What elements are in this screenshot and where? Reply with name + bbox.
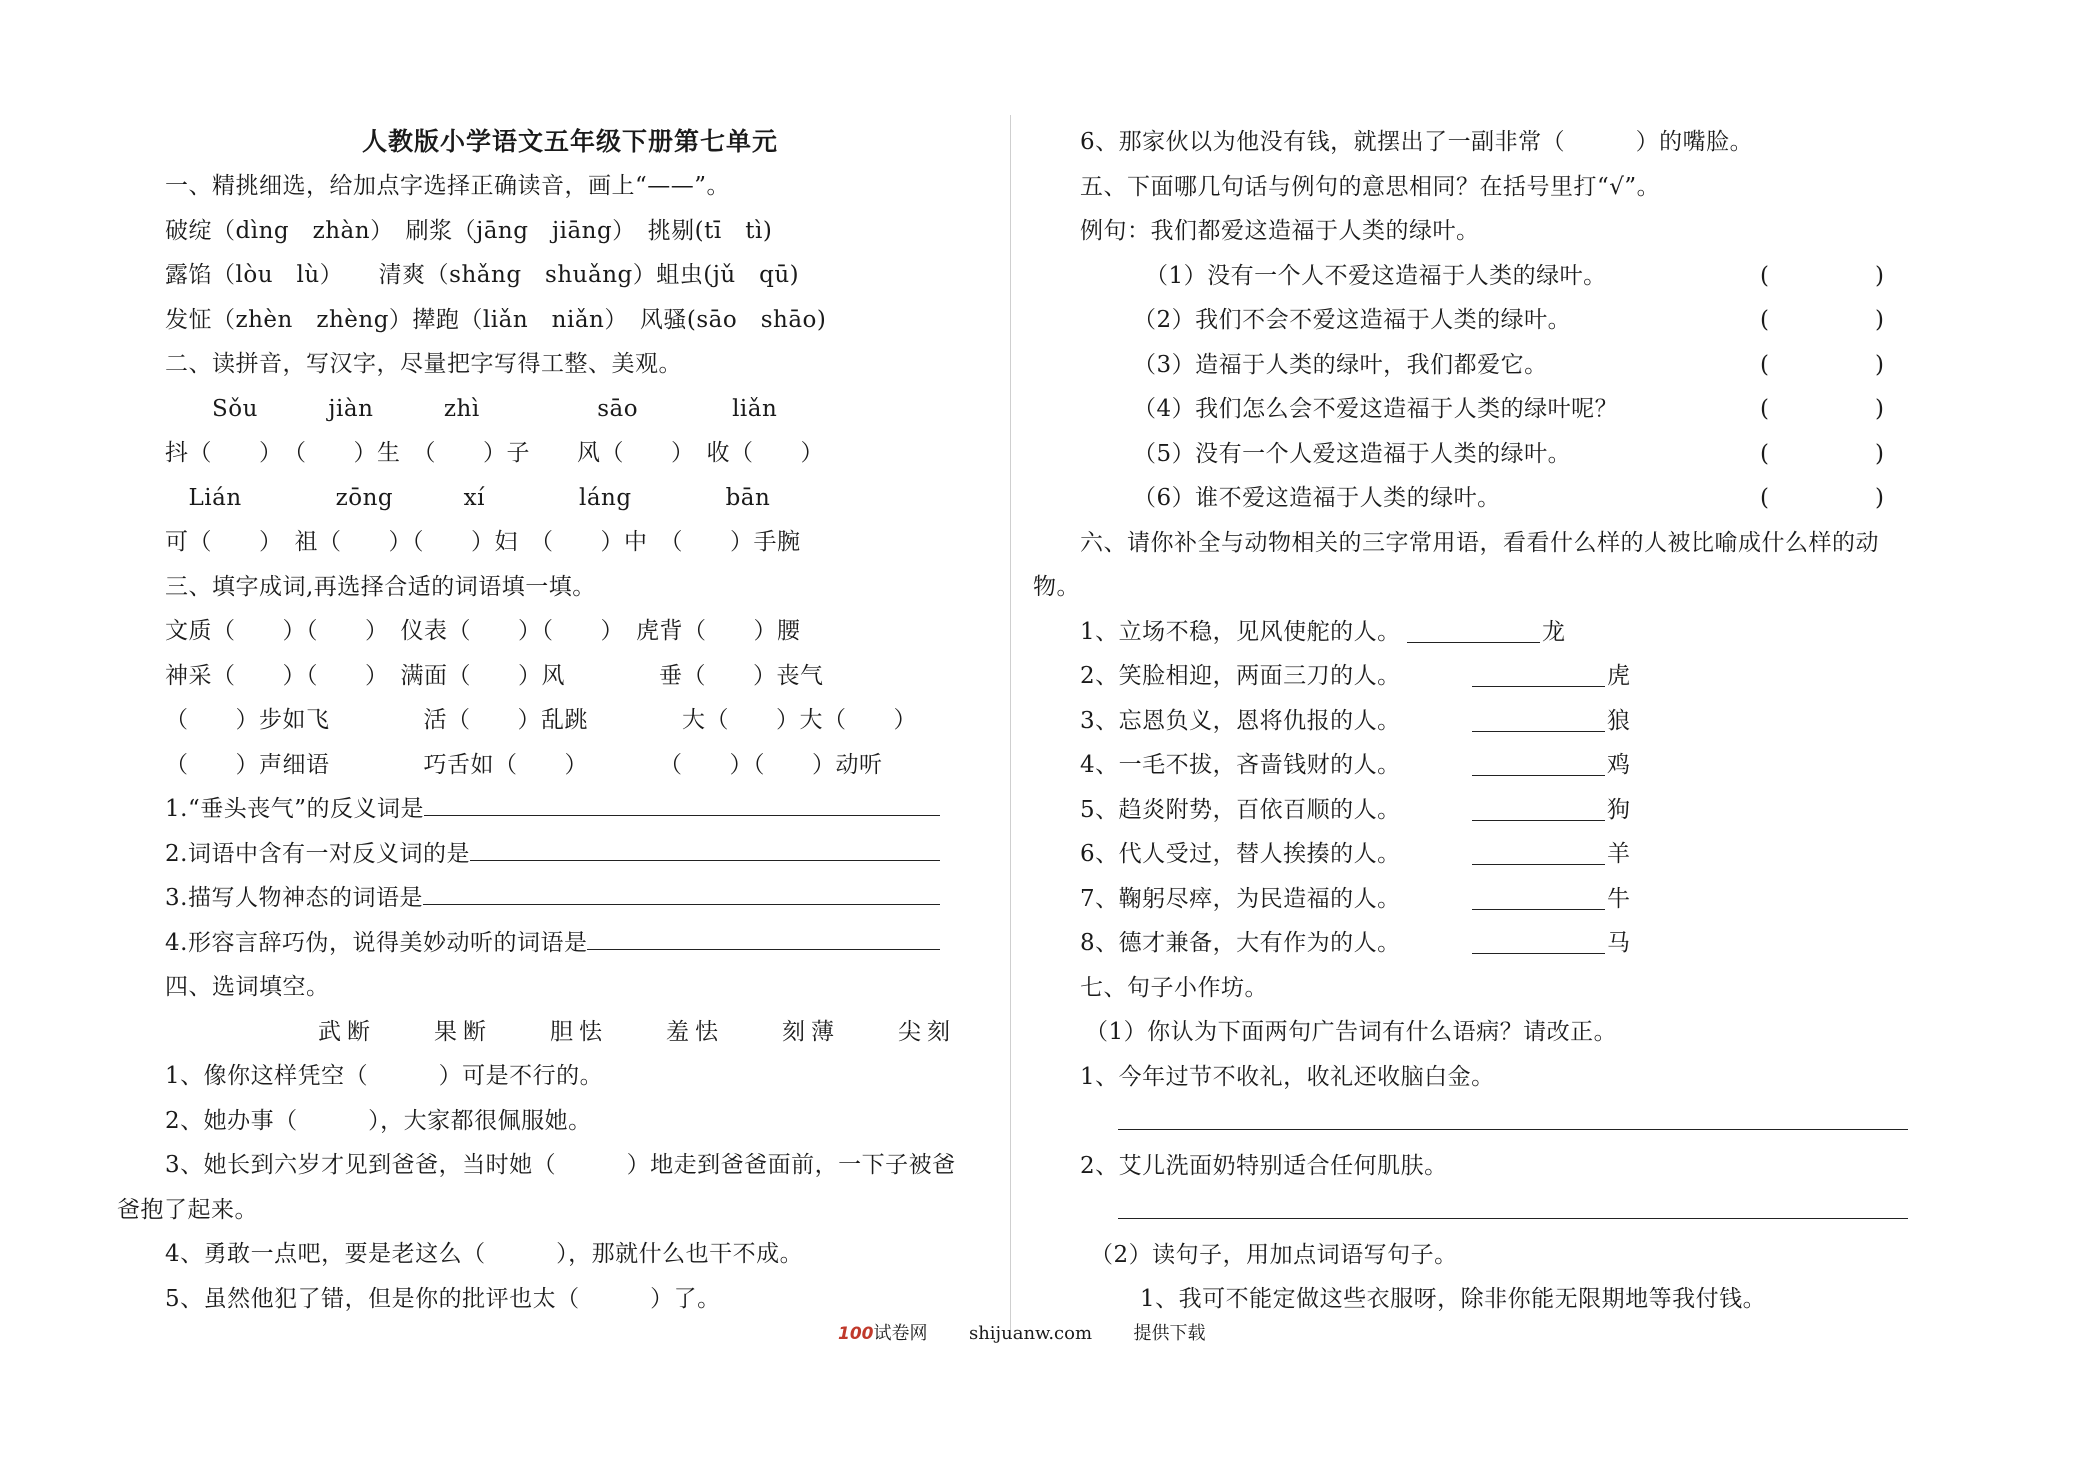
animal-label: 狗 xyxy=(1607,796,1631,823)
select-fill-item-4: 爸抱了起来。 xyxy=(117,1196,258,1223)
answer-blank[interactable] xyxy=(1472,909,1605,910)
answer-blank[interactable] xyxy=(470,840,940,861)
select-fill-item-2: 2、她办事（ ），大家都很佩服她。 xyxy=(165,1107,592,1134)
answer-blank[interactable] xyxy=(1407,642,1540,643)
left-line-9: 可（ ） 祖（ ）（ ）妇 （ ）中 （ ）手腕 xyxy=(165,529,801,555)
animal-label: 鸡 xyxy=(1607,752,1631,778)
check-paren[interactable]: ( ) xyxy=(1760,262,1904,289)
section-7-sub1: （1）你认为下面两句广告词有什么语病？请改正。 xyxy=(1085,1019,1618,1045)
left-line-2: 破绽（dìng zhàn） 刷浆（jāng jiāng） 挑剔(tī tì) xyxy=(165,217,773,244)
left-line-13: （ ）步如飞 活（ ）乱跳 大（ ）大（ ） xyxy=(165,707,917,733)
right-line-1: 6、那家伙以为他没有钱，就摆出了一副非常（ ）的嘴脸。 xyxy=(1080,129,1754,155)
left-line-5: 二、读拼音，写汉字，尽量把字写得工整、美观。 xyxy=(165,351,682,377)
word-bank: 武断 果断 胆怯 羞怯 刻薄 尖刻 xyxy=(260,1018,956,1045)
section-7-heading: 七、句子小作坊。 xyxy=(1080,974,1268,1001)
section-6-heading: 六、请你补全与动物相关的三字常用语，看看什么样的人被比喻成什么样的动 xyxy=(1080,529,1879,556)
answer-blank[interactable] xyxy=(1472,686,1605,687)
animal-item-6: 6、代人受过，替人挨揍的人。 xyxy=(1080,841,1401,867)
check-paren[interactable]: ( ) xyxy=(1760,351,1904,378)
select-fill-item-1: 1、像你这样凭空（ ）可是不行的。 xyxy=(165,1063,604,1089)
right-line-3: 例句：我们都爱这造福于人类的绿叶。 xyxy=(1080,218,1480,244)
check-paren[interactable]: ( ) xyxy=(1760,307,1904,333)
animal-item-7: 7、鞠躬尽瘁，为民造福的人。 xyxy=(1080,885,1401,912)
animal-item-4: 4、一毛不拔，吝啬钱财的人。 xyxy=(1080,752,1401,778)
column-divider xyxy=(1010,115,1011,1330)
section-7-sub2: （2）读句子，用加点词语写句子。 xyxy=(1090,1241,1458,1268)
animal-item-2: 2、笑脸相迎，两面三刀的人。 xyxy=(1080,663,1401,689)
footer-tagline: 提供下载 xyxy=(1133,1323,1206,1344)
left-line-10: 三、填字成词,再选择合适的词语填一填。 xyxy=(165,573,596,600)
left-line-3: 露馅（lòu lù） 清爽（shǎng shuǎng）蛆虫(jǔ qū) xyxy=(165,262,800,288)
answer-blank[interactable] xyxy=(423,884,940,905)
answer-blank[interactable] xyxy=(1472,731,1605,732)
answer-line[interactable] xyxy=(1118,1218,1908,1219)
answer-blank[interactable] xyxy=(1472,953,1605,954)
judge-item-2: （2）我们不会不爱这造福于人类的绿叶。 xyxy=(1133,307,1572,333)
select-fill-item-5: 4、勇敢一点吧，要是老这么（ ），那就什么也干不成。 xyxy=(165,1241,804,1267)
animal-label: 牛 xyxy=(1607,885,1631,912)
select-fill-item-3: 3、她长到六岁才见到爸爸，当时她（ ）地走到爸爸面前，一下子被爸 xyxy=(165,1152,956,1178)
fill-question-text: 1.“垂头丧气”的反义词是 xyxy=(165,796,424,822)
ad-sentence-1: 1、今年过节不收礼，收礼还收脑白金。 xyxy=(1080,1063,1495,1090)
write-sentence-1: 1、我可不能定做这些衣服呀，除非你能无限期地等我付钱。 xyxy=(1140,1286,1767,1312)
fill-question-3 xyxy=(165,884,940,912)
judge-item-1: （1）没有一个人不爱这造福于人类的绿叶。 xyxy=(1145,262,1607,289)
animal-label: 虎 xyxy=(1607,663,1631,689)
answer-blank[interactable] xyxy=(1472,775,1605,776)
left-line-14: （ ）声细语 巧舌如（ ） （ ）（ ）动听 xyxy=(165,751,883,778)
answer-line[interactable] xyxy=(1118,1129,1908,1130)
fill-question-text: 4.形容言辞巧伪，说得美妙动听的词语是 xyxy=(165,929,588,956)
answer-blank[interactable] xyxy=(1472,820,1605,821)
judge-item-6: （6）谁不爱这造福于人类的绿叶。 xyxy=(1133,485,1501,511)
left-line-6: Sǒu jiàn zhì sāo liǎn xyxy=(165,395,778,422)
section-6-heading-cont: 物。 xyxy=(1033,574,1080,600)
fill-question-2 xyxy=(165,840,940,868)
judge-item-5: （5）没有一个人爱这造福于人类的绿叶。 xyxy=(1133,440,1572,467)
answer-blank[interactable] xyxy=(587,929,940,950)
answer-blank[interactable] xyxy=(424,795,940,816)
check-paren[interactable]: ( ) xyxy=(1760,440,1904,467)
right-line-2: 五、下面哪几句话与例句的意思相同？在括号里打“√”。 xyxy=(1080,173,1661,200)
animal-item-1: 1、立场不稳，见风使舵的人。 xyxy=(1080,618,1401,645)
judge-item-3: （3）造福于人类的绿叶，我们都爱它。 xyxy=(1133,351,1548,378)
animal-label: 龙 xyxy=(1542,618,1566,645)
footer-domain[interactable]: shijuanw.com xyxy=(968,1323,1093,1344)
left-line-12: 神采（ ）（ ） 满面（ ）风 垂（ ）丧气 xyxy=(165,662,824,689)
animal-item-3: 3、忘恩负义，恩将仇报的人。 xyxy=(1080,707,1401,734)
animal-item-8: 8、德才兼备，大有作为的人。 xyxy=(1080,930,1401,956)
left-line-1: 一、精挑细选，给加点字选择正确读音，画上“——”。 xyxy=(165,173,731,199)
fill-question-4 xyxy=(165,929,940,957)
left-line-7: 抖（ ） （ ）生 （ ）子 风（ ） 收（ ） xyxy=(165,440,824,466)
left-line-11: 文质（ ）（ ） 仪表（ ）（ ） 虎背（ ）腰 xyxy=(165,618,801,644)
animal-label: 狼 xyxy=(1607,707,1631,734)
fill-question-1 xyxy=(165,795,940,823)
check-paren[interactable]: ( ) xyxy=(1760,396,1904,422)
left-line-4: 发怔（zhèn zhèng）撵跑（liǎn niǎn） 风骚(sāo shāo) xyxy=(165,306,827,333)
judge-item-4: （4）我们怎么会不爱这造福于人类的绿叶呢？ xyxy=(1133,396,1619,422)
animal-label: 马 xyxy=(1607,930,1631,956)
answer-blank[interactable] xyxy=(1472,864,1605,865)
footer xyxy=(838,1322,1206,1346)
fill-question-text: 3.描写人物神态的词语是 xyxy=(165,885,423,911)
check-paren[interactable]: ( ) xyxy=(1760,485,1904,511)
page-title: 人教版小学语文五年级下册第七单元 xyxy=(362,127,779,156)
ad-sentence-2: 2、艾儿洗面奶特别适合任何肌肤。 xyxy=(1080,1152,1448,1179)
section-4-heading: 四、选词填空。 xyxy=(165,974,330,1000)
left-line-8: Lián zōng xí láng bān xyxy=(165,484,771,511)
site-logo: 100 xyxy=(838,1324,874,1344)
animal-item-5: 5、趋炎附势，百依百顺的人。 xyxy=(1080,796,1401,823)
fill-question-text: 2.词语中含有一对反义词的是 xyxy=(165,840,470,867)
animal-label: 羊 xyxy=(1607,841,1631,867)
footer-site-name: 试卷网 xyxy=(873,1323,928,1344)
select-fill-item-6: 5、虽然他犯了错，但是你的批评也太（ ）了。 xyxy=(165,1285,721,1312)
